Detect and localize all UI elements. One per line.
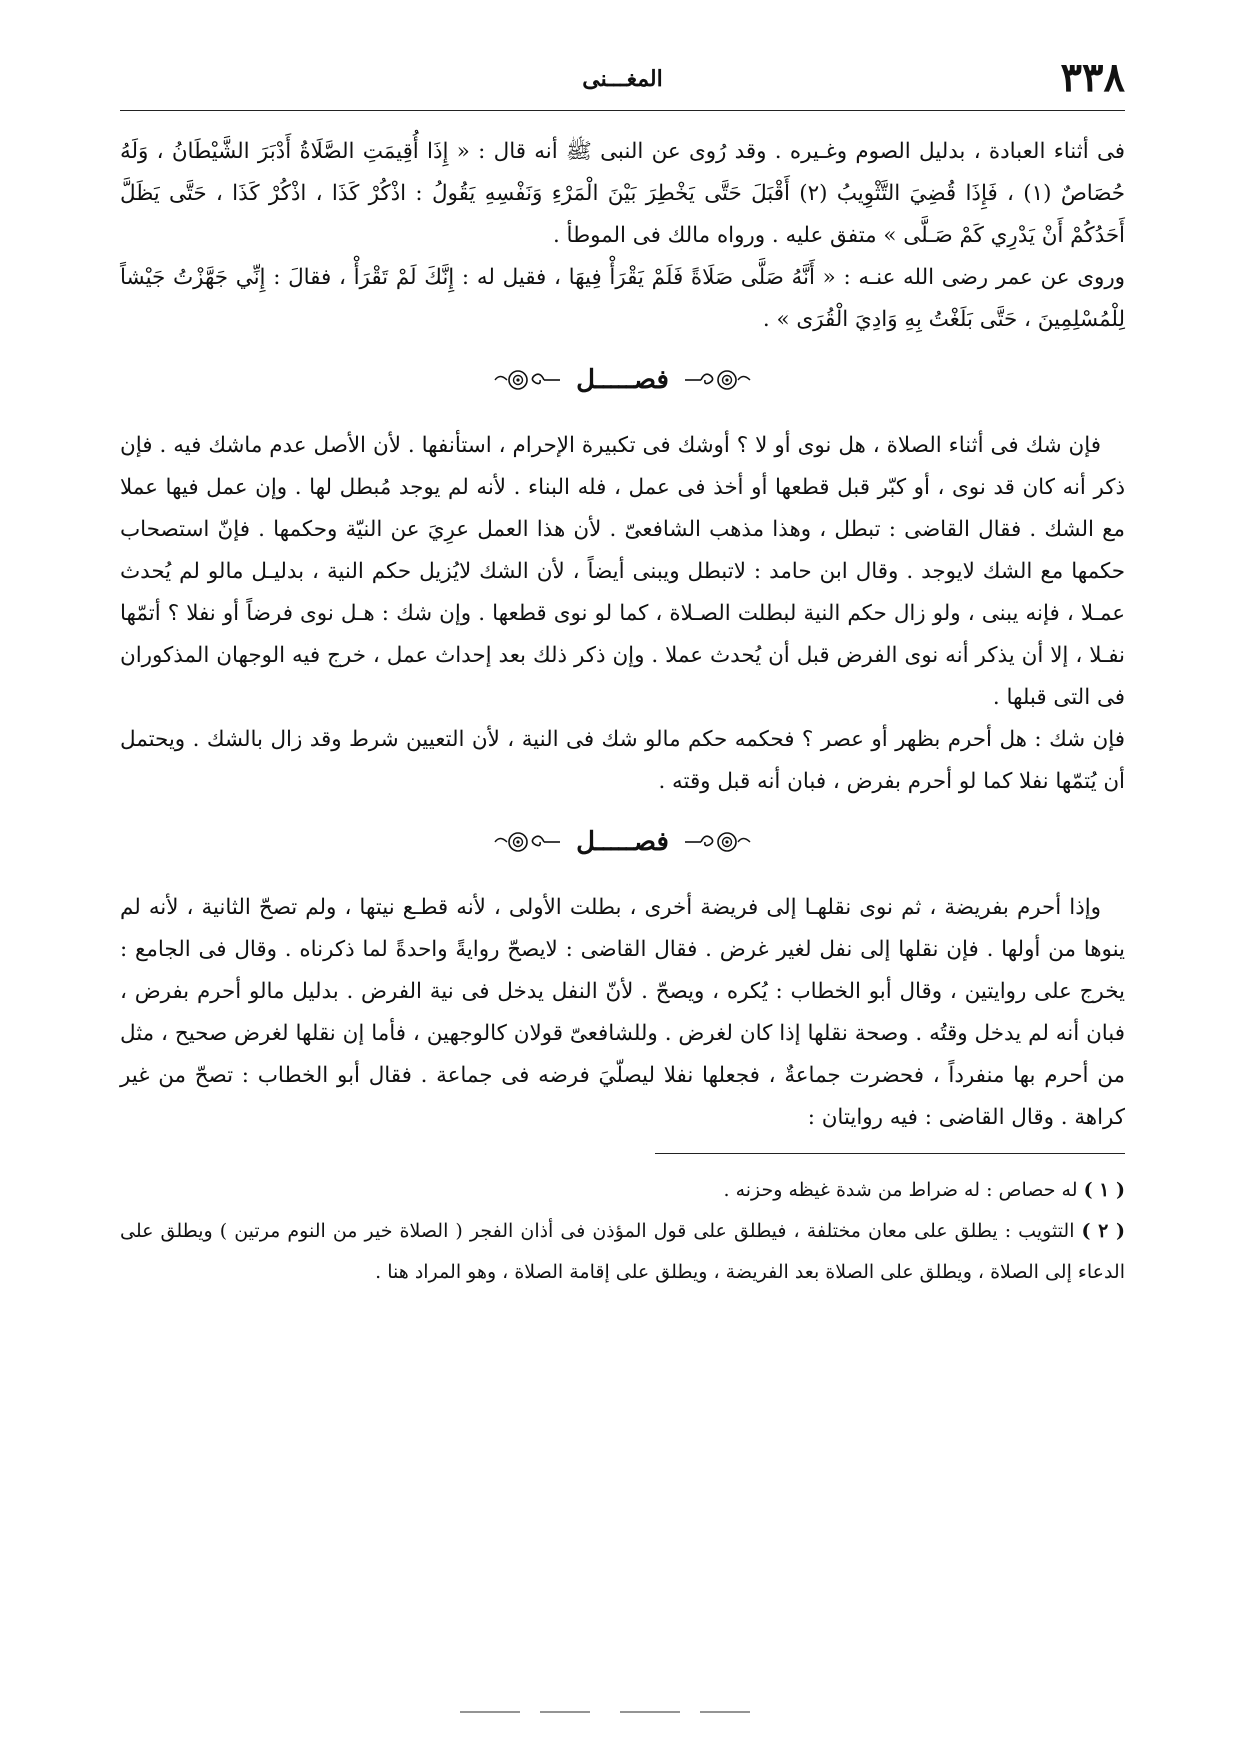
footnote-text: التثويب : يطلق على معان مختلفة ، فيطلق على قول المؤذن فى أذان الفجر ( الصلاة خير من النوم مرتين ) ويطلق على الدعاء إلى الصلاة ، ويطلق على الصلاة بعد الفريضة ، ويطلق على إقامة الصلاة ، وهو المراد هنا . — [120, 1220, 1125, 1283]
footnotes — [120, 1170, 1125, 1293]
paragraph-zuhr-asr: فإن شك : هل أحرم بظهر أو عصر ؟ فحكمه حكم مالو شك فى النية ، لأن التعيين شرط وقد زال بالشك . ويحتمل أن يُتمّها نفلا كما لو أحرم بفرض ، فبان أنه قبل وقته . — [120, 727, 1125, 794]
print-marks-icon — [450, 1709, 790, 1715]
footnote-rule — [655, 1153, 1125, 1154]
ornament-icon — [683, 367, 753, 393]
footnote-number: ( ١ ) — [1083, 1179, 1125, 1201]
bottom-print-marks — [0, 1700, 1240, 1719]
paragraph-doubt: فإن شك فى أثناء الصلاة ، هل نوى أو لا ؟ أوشك فى تكبيرة الإحرام ، استأنفها . لأن الأصل عدم ماشك فيه . فإن ذكر أنه كان قد نوى ، أو كبّر قبل قطعها أو أخذ فى عمل ، فله البناء . لأنه لم يوجد مُبطل لها . وإن عمل فيها عملا مع الشك . فقال القاضى : تبطل ، وهذا مذهب الشافعىّ . لأن هذا العمل عرِيَ عن النيّة وحكمها . فإنّ استصحاب حكمها مع الشك لايوجد . وقال ابن حامد : لاتبطل ويبنى أيضاً ، لأن الشك لايُزيل حكم النية ، بدليـل مالو لم يُحدث عمـلا ، فإنه يبنى ، ولو زال حكم النية لبطلت الصـلاة ، كما لو نوى قطعها . وإن شك : هـل نوى فرضاً أو نفلا ؟ أتمّها نفـلا ، إلا أن يذكر أنه نوى الفرض قبل أن يُحدث عملا . وإن ذكر ذلك بعد إحداث عمل ، خرج فيه الوجهان المذكوران فى التى قبلها . — [120, 433, 1125, 710]
footnote-text: له حصاص : له ضراط من شدة غيظه وحزنه . — [723, 1179, 1078, 1201]
section-heading-1 — [120, 345, 1125, 415]
footnote — [120, 1170, 1125, 1211]
page-number: ٣٣٨ — [1060, 54, 1125, 101]
ornament-icon — [492, 829, 562, 855]
footnote-number: ( ٢ ) — [1081, 1220, 1126, 1242]
paragraph-umar: وروى عن عمر رضى الله عنـه : « أَنَّهُ صَلَّى صَلَاةً فَلَمْ يَقْرَأْ فِيهَا ، فقيل له : إِنَّكَ لَمْ تَقْرَأْ ، فقالَ : إِنِّي جَهَّزْتُ جَيْشاً لِلْمُسْلِمِينَ ، حَتَّى بَلَغْتُ بِهِ وَادِيَ الْقُرَى » . — [120, 265, 1125, 332]
footnote — [120, 1211, 1125, 1293]
page-header — [120, 48, 1125, 110]
section-title: فصـــــل — [576, 365, 669, 395]
main-text — [120, 131, 1125, 1139]
section-title: فصـــــل — [576, 827, 669, 857]
paragraph-transfer: وإذا أحرم بفريضة ، ثم نوى نقلهـا إلى فريضة أخرى ، بطلت الأولى ، لأنه قطـع نيتها ، ولم تصحّ الثانية ، لأنه لم ينوها من أولها . فإن نقلها إلى نفل لغير غرض . فقال القاضى : لايصحّ روايةً واحدةً لما ذكرناه . وقال فى الجامع : يخرج على روايتين ، وقال أبو الخطاب : يُكره ، ويصحّ . لأنّ النفل يدخل فى نية الفرض . بدليل مالو أحرم بفرض ، فبان أنه لم يدخل وقتُه . وصحة نقلها إذا كان لغرض . وللشافعىّ قولان كالوجهين ، فأما إن نقلها لغرض صحيح ، مثل من أحرم بها منفرداً ، فحضرت جماعةٌ ، فجعلها نفلا ليصلّيَ فرضه فى جماعة . فقال أبو الخطاب : تصحّ من غير كراهة . وقال القاضى : فيه روايتان : — [120, 895, 1125, 1130]
ornament-icon — [492, 367, 562, 393]
running-title: المغـــنى — [582, 66, 663, 92]
ornament-icon — [683, 829, 753, 855]
section-heading-2 — [120, 807, 1125, 877]
paragraph-hadith: فى أثناء العبادة ، بدليل الصوم وغـيره . وقد رُوى عن النبى ﷺ أنه قال : « إِذَا أُقِيمَتِ الصَّلَاةُ أَدْبَرَ الشَّيْطَانُ ، وَلَهُ حُصَاصٌ (١) ، فَإِذَا قُضِيَ التَّثْوِيبُ (٢) أَقْبَلَ حَتَّى يَخْطِرَ بَيْنَ الْمَرْءِ وَنَفْسِهِ يَقُولُ : اذْكُرْ كَذَا ، اذْكُرْ كَذَا ، حَتَّى يَظَلَّ أَحَدُكُمْ أَنْ يَدْرِي كَمْ صَـلَّى » متفق عليه . ورواه مالك فى الموطأ . — [120, 139, 1125, 248]
header-rule — [120, 110, 1125, 111]
